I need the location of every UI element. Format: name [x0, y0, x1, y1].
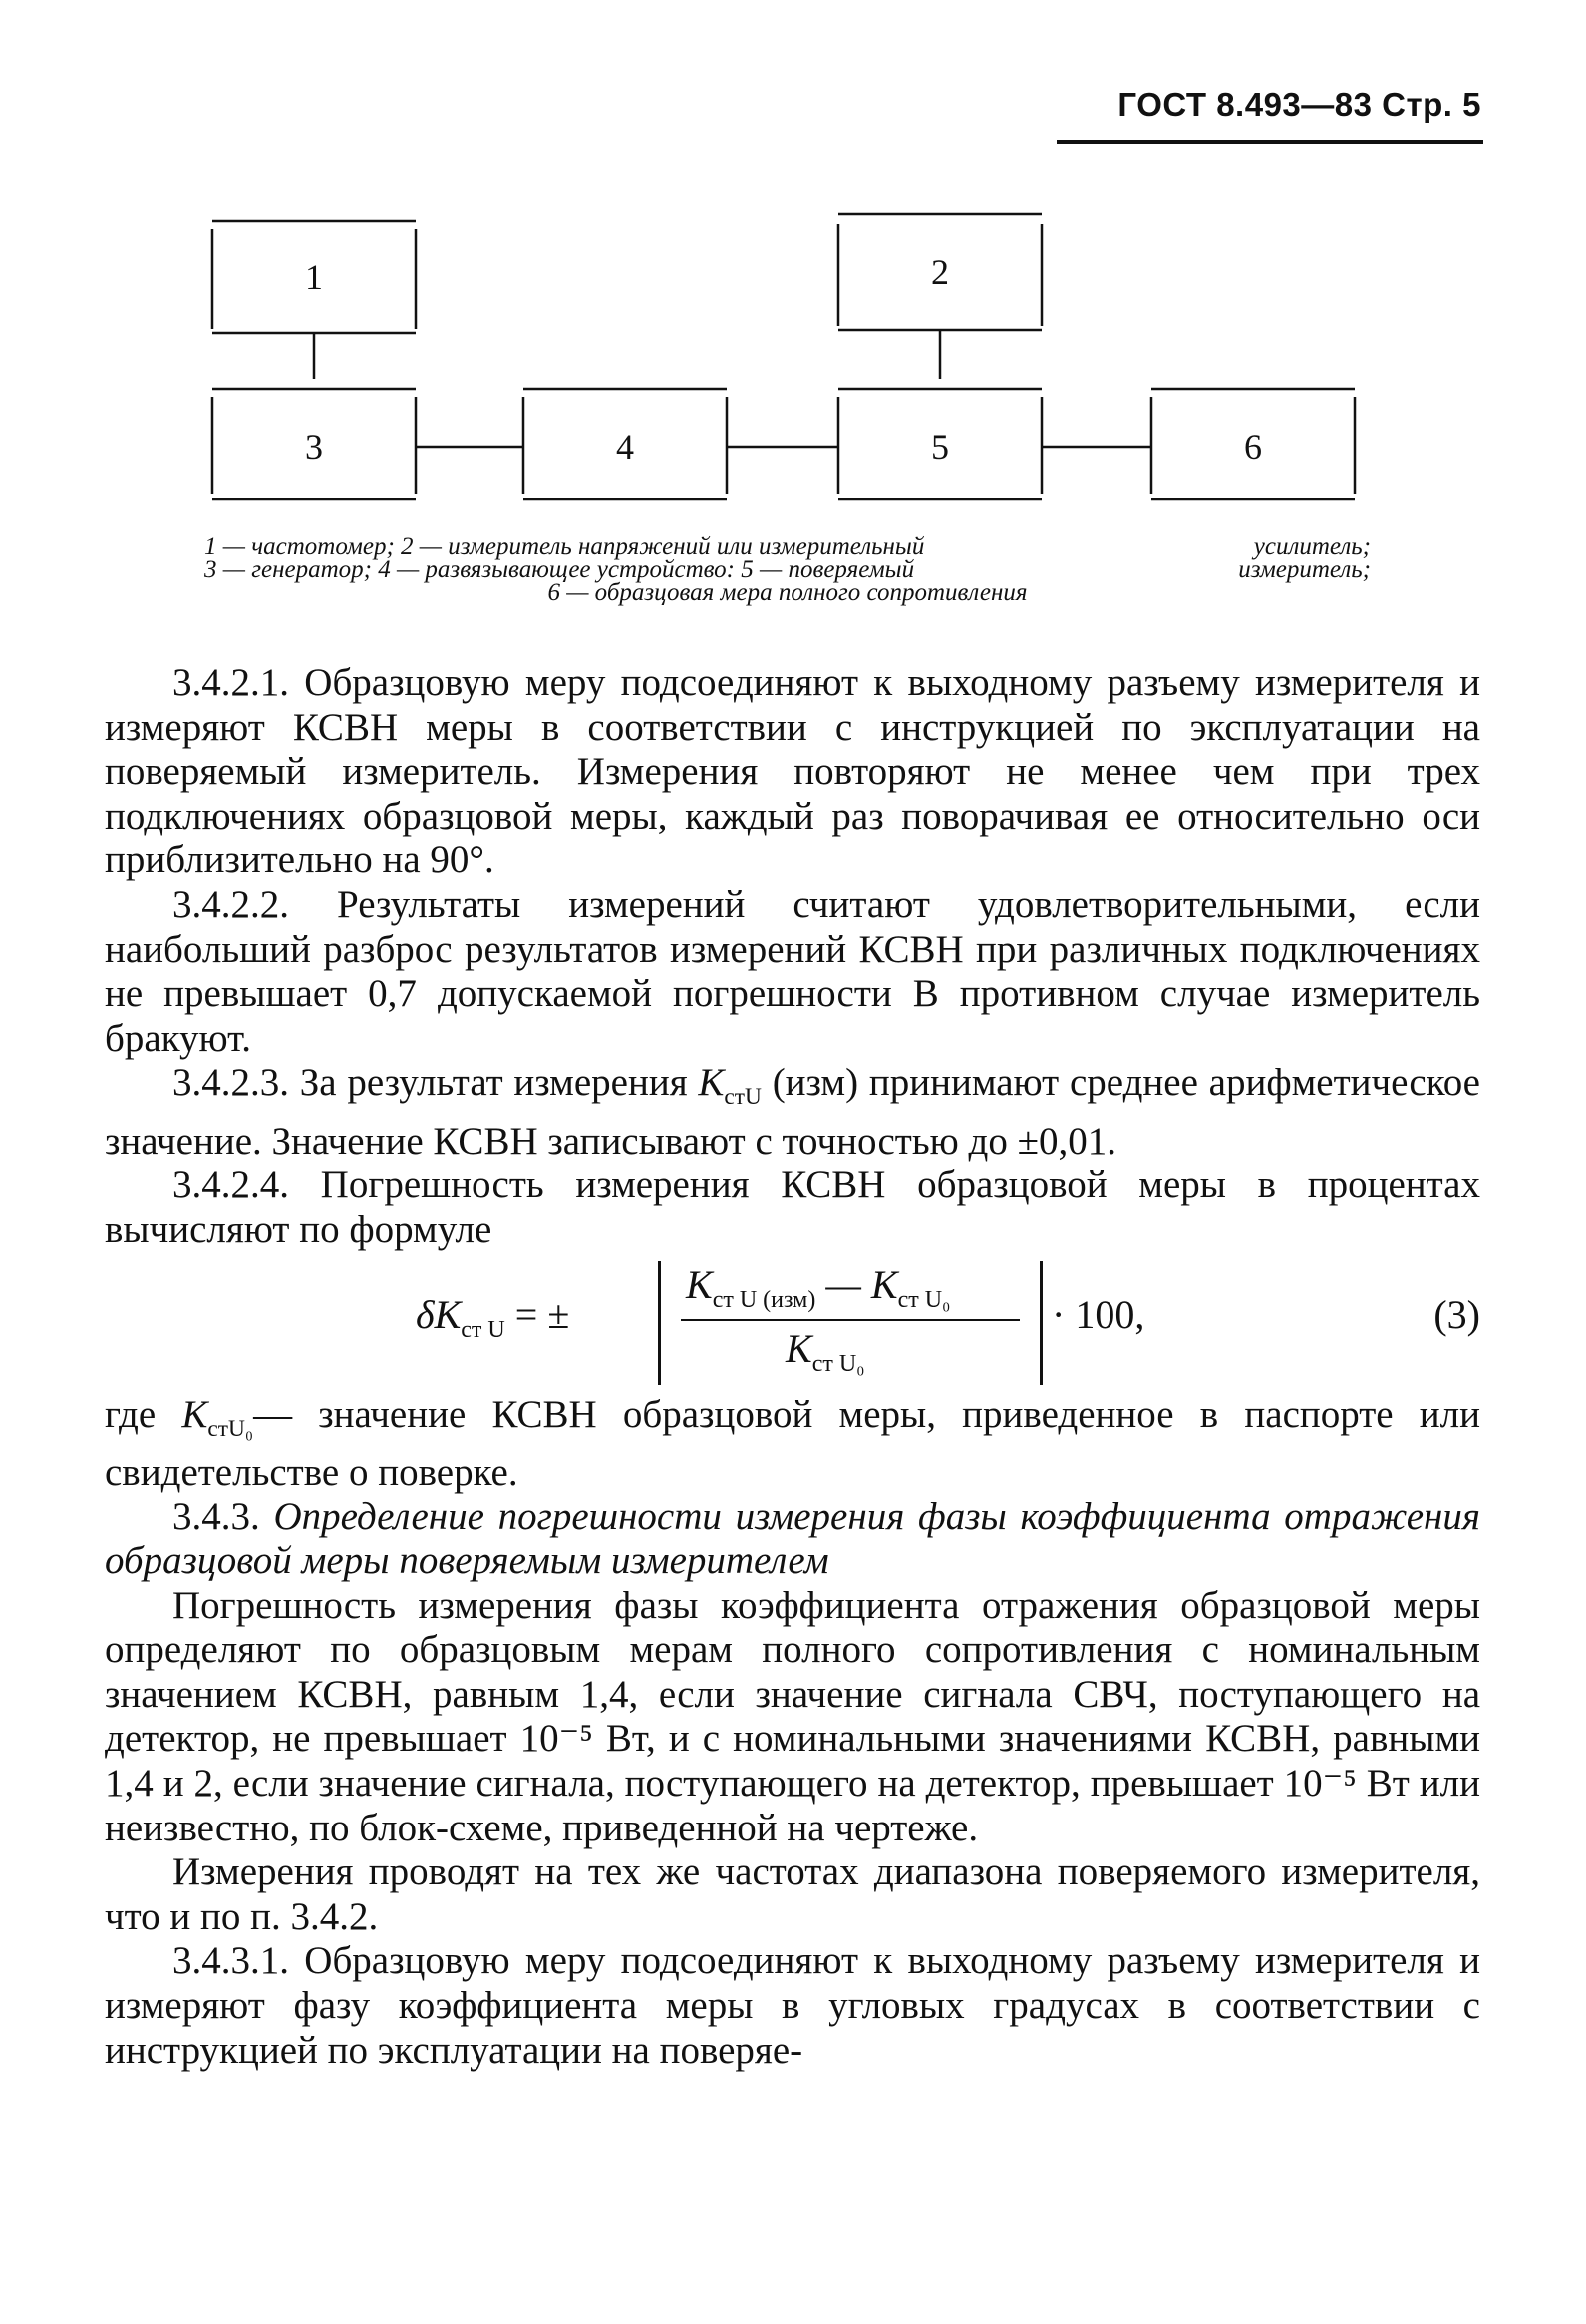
p6-heading: Определение погрешности измерения фазы коэффициента отражения образцовой меры поверяемым измерителем: [105, 1494, 1481, 1583]
p5-text-a: где: [105, 1392, 182, 1436]
p3-k-symbol: K: [698, 1061, 725, 1105]
paragraph-3-4-3-1: 3.4.3.1. Образцовую меру подсоединяют к выходному разъему измерителя и измеряют фазу коэффициента меры в угловых градусах в соответствии с инструкцией по эксплуатации на поверяе-: [105, 1939, 1480, 2072]
diagram-legend: [204, 535, 1371, 604]
block-5-label: 5: [931, 427, 949, 467]
p6-number: 3.4.3.: [172, 1494, 274, 1538]
formula-lhs-sub: ст U: [461, 1316, 505, 1343]
paragraph-where: [105, 1393, 1480, 1495]
formula-denominator: [786, 1327, 865, 1387]
block-6-label: 6: [1244, 427, 1262, 467]
formula-numerator: [686, 1263, 950, 1323]
paragraph-3-4-2-1: 3.4.2.1. Образцовую меру подсоединяют к выходному разъему измерителя и измеряют КСВН меры в соответствии с инструкцией по эксплуатации на поверяемый измеритель. Измерения повторяют не менее чем при трех подключениях образцовой меры, каждый раз поворачивая ее относительно оси приблизительно на 90°.: [105, 661, 1480, 882]
paragraph-3-4-3: [105, 1495, 1480, 1584]
paragraph-3-4-3-body: Погрешность измерения фазы коэффициента отражения образцовой меры определяют по образцовым мерам полного сопротивления с номинальным значением КСВН, равным 1,4, если значение сигнала СВЧ, поступающего на детектор, не превышает 10⁻⁵ Вт, и с номинальными значениями КСВН, равными 1,4 и 2, если значение сигнала, поступающего на детектор, превышает 10⁻⁵ Вт или неизвестно, по блок-схеме, приведенной на чертеже.: [105, 1583, 1480, 1849]
legend-line-2a: 3 — генератор; 4 — развязывающее устройство: 5 — поверяемый: [204, 556, 915, 583]
p5-k-subscript: стU₀: [207, 1415, 254, 1442]
p3-text-a: 3.4.2.3. За результат измерения: [172, 1061, 699, 1105]
paragraph-3-4-2-2: 3.4.2.2. Результаты измерений считают удовлетворительными, если наибольший разброс результатов измерений КСВН при различных подключениях не превышает 0,7 допускаемой погрешности В противном случае измеритель бракуют.: [105, 882, 1480, 1060]
paragraph-3-4-2-4: 3.4.2.4. Погрешность измерения КСВН образцовой меры в процентах вычисляют по формуле: [105, 1163, 1480, 1251]
main-text: [105, 661, 1480, 2073]
block-2-label: 2: [931, 252, 949, 292]
header-rule: [1057, 140, 1483, 144]
block-4-label: 4: [616, 427, 634, 467]
formula-num-minus: — K: [815, 1261, 898, 1307]
page-header: ГОСТ 8.493—83 Стр. 5: [1117, 86, 1481, 123]
formula-eq: = ±: [504, 1291, 570, 1337]
formula-den-k: K: [786, 1325, 812, 1371]
formula-lhs: [416, 1293, 569, 1353]
formula-num-k: K: [686, 1261, 713, 1307]
legend-line-3: 6 — образцовая мера полного сопротивления: [547, 579, 1028, 606]
legend-line-1b: усилитель;: [1253, 533, 1371, 560]
formula-num-sub1: ст U (изм): [712, 1286, 816, 1313]
block-3-label: 3: [305, 427, 323, 467]
legend-line-2b: измеритель;: [1238, 556, 1371, 583]
block-1-label: 1: [305, 257, 323, 297]
formula-rhs: · 100,: [1052, 1291, 1145, 1337]
formula-number: (3): [1433, 1291, 1480, 1337]
formula-abs-bars: [658, 1261, 1043, 1385]
paragraph-3-4-2-3: [105, 1061, 1480, 1163]
legend-line-1a: 1 — частотомер; 2 — измеритель напряжений или измерительный: [204, 533, 925, 560]
block-diagram-svg: [204, 209, 1391, 538]
paragraph-frequencies: Измерения проводят на тех же частотах диапазона поверяемого измерителя, что и по п. 3.4.2.: [105, 1850, 1480, 1938]
formula-3: [105, 1253, 1480, 1393]
block-diagram: [204, 209, 1391, 538]
formula-num-sub2: ст U₀: [897, 1286, 951, 1313]
p3-text-b: (изм) принимают среднее арифметическое значение. Значение КСВН записывают с точностью до ±0,01.: [105, 1061, 1480, 1162]
formula-lhs-symbol: δK: [416, 1291, 462, 1337]
p5-k-symbol: K: [181, 1392, 208, 1436]
formula-fraction-bar: [681, 1319, 1020, 1321]
p5-text-b: — значение КСВН образцовой меры, приведенное в паспорте или свидетельстве о поверке.: [105, 1392, 1480, 1494]
p3-k-subscript: стU: [724, 1084, 762, 1111]
formula-den-sub: ст U₀: [811, 1350, 865, 1377]
